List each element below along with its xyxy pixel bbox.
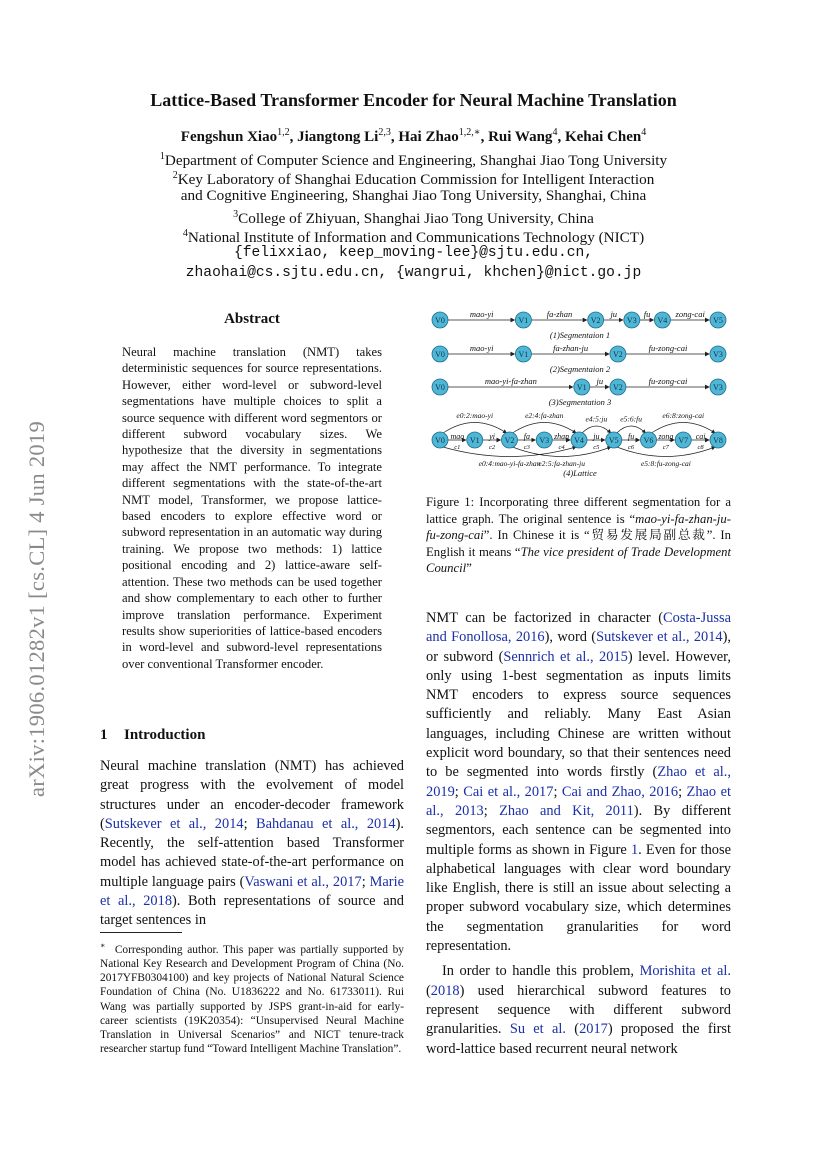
node-label: V1 [518, 316, 529, 325]
email-line: {felixxiao, keep_moving-lee}@sjtu.edu.cn, [233, 245, 594, 261]
author-name: Kehai Chen [564, 129, 642, 145]
lattice-char-label: zhan [554, 432, 570, 441]
segment-edge-label: fu-zong-cai [648, 343, 688, 353]
author-name: Fengshun Xiao [180, 129, 278, 145]
caption-italic1: mao-yi-fa-zhan-ju-fu-zong-cai [426, 511, 731, 543]
lattice-char-edge-id: c6 [628, 444, 635, 451]
author-name: Rui Wang [488, 129, 553, 145]
intro-paragraph-2 [426, 609, 731, 956]
lattice-char-label: cai [695, 432, 706, 441]
intro-paragraph-1 [100, 757, 404, 931]
citation-link[interactable]: Sutskever et al., 2014 [104, 815, 244, 832]
arxiv-identifier-text: arXiv:1906.01282v1 [cs.CL] 4 Jun 2019 [24, 420, 49, 797]
caption-italic2: The vice president of Trade Development Council [426, 544, 731, 576]
segment-edge-label: ju [610, 309, 618, 319]
citation-link[interactable]: Zhao et al., 2019 [426, 764, 731, 800]
citation-link[interactable]: Vaswani et al., 2017 [244, 873, 362, 890]
node-label: V8 [713, 436, 723, 445]
node-label: V0 [435, 350, 445, 359]
segment-edge-label: mao-yi [469, 309, 494, 319]
lattice-word-edge-label: e5:8:fu-zong-cai [640, 459, 691, 468]
section-title: Introduction [124, 727, 206, 743]
lattice-char-label: ju [593, 432, 600, 441]
paragraph-text: ), or subword ( [426, 629, 732, 665]
citation-link[interactable]: Sutskever et al., 2014 [596, 629, 723, 646]
paragraph-text: ; [553, 783, 562, 800]
caption-part1: Figure 1: Incorporating three different segmentation for a lattice graph. The original sentence is “ [426, 495, 731, 526]
node-label: V3 [713, 350, 723, 359]
affiliation-mark: 4 [182, 228, 188, 239]
citation-link[interactable]: Costa-Jussa and Fonollosa, 2016 [426, 610, 731, 646]
arxiv-identifier [22, 376, 52, 841]
citation-link[interactable]: Zhao et al., 2013 [426, 783, 731, 819]
paragraph-text: NMT can be factorized in character ( [426, 610, 664, 626]
abstract-body: Neural machine translation (NMT) takes deterministic sequences for source representations. However, either word-level or subword-level segmentations have multiple choices to split a source sequence with different word segmentors or different subword vocabulary sizes. We hypothesize that the diversity in segmentations may affect the NMT performance. To integrate different segmentations with the state-of-the-art NMT model, Transformer, we propose lattice-based encoders to explore effective word or subword representation in an automatic way during training. We propose two methods: 1) lattice positional encoding and 2) lattice-aware self-attention. These two methods can be used together and show complementary to each other to further improve translation performance. Experiment results show superiorities of lattice-based encoders in word-level and subword-level representations over conventional Transformer encoder. [122, 345, 382, 671]
lattice-char-label: yi [489, 432, 496, 441]
segmentation-caption: (2)Segmentaion 2 [549, 364, 611, 374]
node-label: V2 [590, 316, 601, 325]
node-label: V1 [518, 350, 529, 359]
citation-link[interactable]: Morishita et al. [639, 963, 731, 980]
paragraph-text: ; [243, 815, 257, 832]
segment-edge-label: fa-zhan [546, 309, 573, 319]
paragraph-text: ) proposed the first word-lattice based recurrent neural network [426, 1021, 732, 1057]
node-label: V2 [613, 350, 623, 359]
author-separator: , [390, 129, 399, 145]
lattice-char-edge-id: c4 [558, 444, 565, 451]
lattice-char-edge-id: c5 [593, 444, 600, 451]
author-name: Hai Zhao [398, 129, 459, 145]
node-label: V5 [608, 436, 619, 445]
lattice-char-edge-id: c7 [662, 444, 669, 451]
citation-link[interactable]: Zhao and Kit, 2011 [499, 802, 634, 819]
node-label: V4 [657, 316, 668, 325]
citation-link[interactable]: 2017 [579, 1021, 608, 1038]
lattice-char-edge-id: c1 [454, 444, 461, 451]
citation-link[interactable]: Cai and Zhao, 2016 [561, 783, 679, 800]
lattice-word-edge-label: e2:5:fa-zhan-ju [538, 459, 585, 468]
segment-edge-label: mao-yi-fa-zhan [484, 376, 537, 386]
segment-edge-label: fa-zhan-ju [553, 343, 589, 353]
paragraph-text: . Even for those alphabetical languages with clear word boundary like English, there is still an issue about selecting a proper subword vocabulary size, which determines the segmentation granularities for word representation. [426, 841, 731, 955]
node-label: V2 [613, 383, 623, 392]
citation-link[interactable]: Sennrich et al., 2015 [503, 648, 628, 665]
lattice-figure-svg [422, 306, 737, 490]
paragraph-text: ), word ( [544, 629, 597, 646]
lattice-word-edge-label: e0:2:mao-yi [456, 411, 494, 420]
email-line: zhaohai@cs.sjtu.edu.cn, {wangrui, khchen}@nict.go.jp [185, 265, 642, 281]
affiliation-text: and Cognitive Engineering, Shanghai Jiao Tong University, Shanghai, China [180, 187, 647, 204]
lattice-char-label: fa [523, 432, 530, 441]
footnote [100, 939, 404, 1056]
author-separator: , [557, 129, 565, 145]
citation-link[interactable]: 1 [630, 841, 639, 858]
affiliation-text: Department of Computer Science and Engineering, Shanghai Jiao Tong University [164, 152, 668, 170]
paragraph-text: ) used hierarchical subword features to represent sequence with different subword granularities. [426, 982, 731, 1038]
citation-link[interactable]: Cai et al., 2017 [463, 783, 554, 800]
caption-part3: ” [466, 561, 472, 576]
author-affiliation-mark: 1,2,∗ [458, 127, 481, 138]
citation-link[interactable]: 2018 [430, 982, 460, 999]
node-label: V6 [643, 436, 654, 445]
citation-link[interactable]: Bahdanau et al., 2014 [256, 815, 396, 832]
affiliation-mark: 1 [159, 151, 165, 162]
section-1-heading [100, 727, 205, 744]
segmentation-caption: (3)Segmentation 3 [548, 397, 612, 407]
intro-left-column [100, 757, 404, 931]
author-separator: , [480, 129, 489, 145]
paragraph-text: ; [361, 873, 370, 890]
paragraph-text: ( [426, 982, 431, 999]
lattice-word-edge-label: e4:5:ju [585, 414, 608, 424]
node-label: V1 [576, 383, 587, 392]
author-affiliation-mark: 4 [552, 127, 558, 138]
figure-1 [422, 306, 737, 490]
affiliation-mark: 2 [172, 170, 178, 181]
footnote-text: Corresponding author. This paper was partially supported by National Key Research and Development Program of China (No. 2017YFB0304100) and key projects of National Natural Science Foundation of China (No. U1836222 and No. 61733011). Rui Wang was partially supported by JSPS grant-in-aid for early-career scientists (19K20354): “Unsupervised Neural Machine Translation in Universal Scenarios” and NICT tenure-track researcher startup fund “Toward Intelligent Machine Translation”. [100, 943, 404, 1056]
node-label: V1 [469, 436, 480, 445]
lattice-caption: (4)Lattice [563, 468, 597, 478]
paragraph-text: ). Both representations of source and target sentences in [100, 893, 404, 929]
lattice-char-edge-id: c3 [523, 444, 530, 451]
segment-edge-label: zong-cai [675, 309, 705, 319]
lattice-word-edge-label: e0:4:mao-yi-fa-zhan [478, 459, 541, 468]
figure-1-caption [426, 494, 731, 577]
citation-link[interactable]: Marie et al., 2018 [100, 873, 404, 910]
lattice-word-edge-label: e6:8:zong-cai [662, 411, 705, 420]
paragraph-text: ; [454, 783, 464, 800]
node-label: V0 [435, 436, 445, 445]
segment-edge-label: ju [596, 376, 604, 386]
segmentation-caption: (1)Segmentaion 1 [549, 330, 611, 340]
lattice-word-edge-bottom [443, 447, 576, 457]
node-label: V3 [626, 316, 637, 325]
affiliation-text: National Institute of Information and Communications Technology (NICT) [187, 229, 645, 247]
node-label: V0 [435, 383, 445, 392]
node-label: V5 [713, 316, 723, 325]
lattice-char-label: fu [628, 432, 635, 441]
affiliation-mark: 3 [233, 209, 239, 220]
paragraph-text: In order to handle this problem, [442, 963, 640, 980]
section-number: 1 [100, 727, 108, 743]
affiliation-text: College of Zhiyuan, Shanghai Jiao Tong University, China [238, 210, 594, 228]
lattice-char-edge-id: c8 [697, 444, 704, 451]
segment-edge-label: mao-yi [469, 343, 494, 353]
author-affiliation-mark: 1,2 [277, 127, 290, 138]
paragraph-text: ; [678, 783, 687, 800]
intro-paragraph-3 [426, 962, 731, 1058]
author-list [0, 127, 827, 146]
citation-link[interactable]: Su et al. [509, 1021, 566, 1038]
paper-title: Lattice-Based Transformer Encoder for Neural Machine Translation [150, 90, 677, 110]
author-separator: , [289, 129, 298, 145]
caption-part2: ”. In Chinese it is “贸易发展局副总裁”. In English it means “ [426, 528, 731, 559]
segment-edge-label: fu-zong-cai [648, 376, 688, 386]
node-label: V3 [539, 436, 550, 445]
affiliation-text: Key Laboratory of Shanghai Education Commission for Intelligent Interaction [177, 171, 655, 189]
paragraph-text: Neural machine translation (NMT) has achieved great progress with the evolvement of model structures under an encoder-decoder framework ( [100, 758, 404, 832]
lattice-char-label: zong [658, 432, 674, 441]
node-label: V2 [504, 436, 515, 445]
node-label: V4 [574, 436, 584, 445]
paragraph-text: ). By different segmentors, each sentence can be segmented into multiple forms as shown in Figure [426, 802, 731, 858]
abstract-heading: Abstract [224, 311, 280, 327]
affiliation-line [0, 186, 827, 205]
lattice-word-edge-label: e2:4:fa-zhan [525, 411, 564, 420]
paragraph-text: ( [565, 1021, 580, 1038]
lattice-char-label: mao [450, 432, 465, 441]
author-affiliation-mark: 2,3 [378, 127, 391, 138]
paragraph-text: ) level. However, only using 1-best segmentation as inputs limits NMT encoders to express source sequences sufficiently and reliably. Many East Asian languages, including Chinese are written without explicit word boundary, so that their sentences need to be segmented into words firstly ( [426, 648, 731, 781]
paragraph-text: ). Recently, the self-attention based Transformer model has achieved state-of-the-art performance on multiple language pairs ( [100, 815, 404, 890]
author-name: Jiangtong Li [297, 129, 379, 145]
footnote-rule [100, 932, 182, 933]
footnote-mark: ∗ [100, 941, 106, 950]
node-label: V3 [713, 383, 723, 392]
paragraph-text: ; [483, 802, 500, 819]
segment-edge-label: fu [643, 309, 651, 319]
node-label: V7 [678, 436, 689, 445]
intro-right-column [426, 609, 731, 1059]
lattice-word-edge-label: e5:6:fu [620, 414, 642, 424]
lattice-char-edge-id: c2 [489, 444, 496, 451]
node-label: V0 [435, 316, 445, 325]
author-affiliation-mark: 4 [641, 127, 647, 138]
